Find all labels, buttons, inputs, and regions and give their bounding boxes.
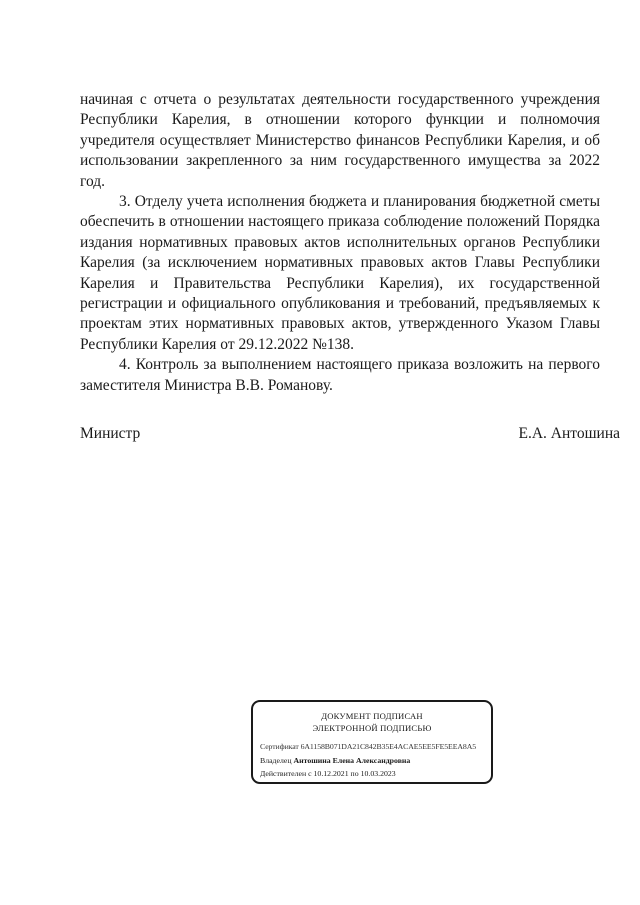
signature-block [80,424,620,444]
stamp-certificate-value: 6A1158B071DA21C842B35E4ACAE5EE5FE5EEA8A5 [300,742,477,751]
document-body [80,90,600,396]
stamp-certificate-label: Сертификат [260,742,299,751]
paragraph-continuation: начиная с отчета о результатах деятельности государственного учреждения Республики Карелия, в отношении которого функции и полномочия учредителя осуществляет Министерство финансов Республики Карелия, и об использовании закрепленного за ним государственного имущества за 2022 год. [80,91,600,190]
stamp-validity-line: Действителен с 10.12.2021 по 10.03.2023 [260,769,396,778]
signatory-position: Министр [80,425,141,442]
stamp-owner-label: Владелец [260,756,292,765]
paragraph-item-4: 4. Контроль за выполнением настоящего приказа возложить на первого заместителя Министра В.В. Романову. [80,356,600,394]
signatory-name: Е.А. Антошина [518,425,620,442]
stamp-owner-value: Антошина Елена Александровна [293,756,411,765]
paragraph-item-3: 3. Отделу учета исполнения бюджета и планирования бюджетной сметы обеспечить в отношении настоящего приказа соблюдение положений Порядка издания нормативных правовых актов исполнительных органов Республики Карелия (за исключением нормативных правовых актов Главы Республики Карелия и Правительства Республики Карелия), их государственной регистрации и официального опубликования и требований, предъявляемых к проектам этих нормативных правовых актов, утвержденного Указом Главы Республики Карелия от 29.12.2022 №138. [80,193,600,353]
stamp-certificate-line [260,742,485,751]
stamp-title-line-2: ЭЛЕКТРОННОЙ ПОДПИСЬЮ [312,723,432,733]
electronic-signature-stamp [251,700,493,784]
stamp-title-line-1: ДОКУМЕНТ ПОДПИСАН [321,711,423,721]
stamp-owner-line [260,756,485,765]
